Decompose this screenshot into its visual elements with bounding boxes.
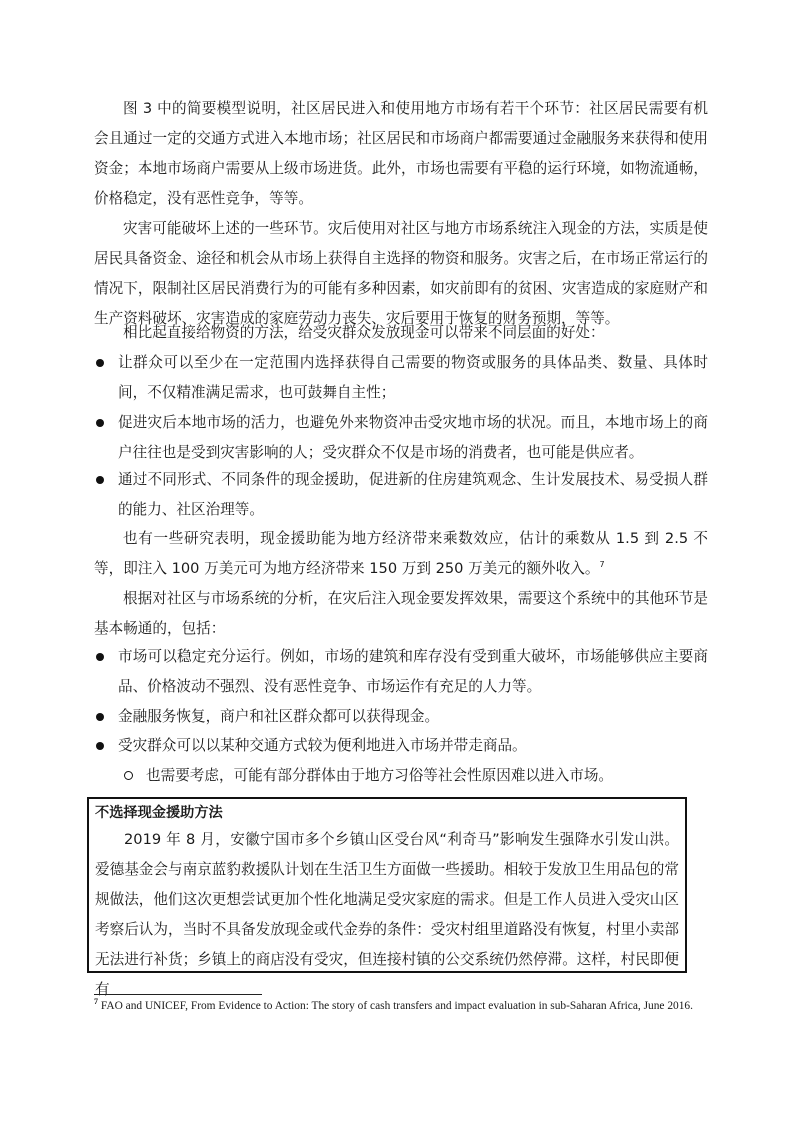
bullet-item-conditional-cash: [94, 465, 708, 525]
footnote: [94, 999, 706, 1013]
footnote-separator: [94, 994, 262, 995]
bullet-text: 受灾群众可以以某种交通方式较为便利地进入市场并带走商品。: [118, 737, 527, 754]
footnote-reference: 7: [599, 560, 605, 570]
paragraph-system-conditions-intro: 根据对社区与市场系统的分析，在灾后注入现金要发挥效果，需要这个系统中的其他环节是基本畅通的，包括：: [94, 590, 708, 637]
paragraph-model-explanation: 图 3 中的简要模型说明，社区居民进入和使用地方市场有若干个环节：社区居民需要有机会且通过一定的交通方式进入本地市场；社区居民和市场商户都需要通过金融服务来获得和使用资金；本地市场商户需要从上级市场进货。此外，市场也需要有平稳的运行环境，如物流通畅，价格稳定，没有恶性竞争，等等。: [94, 100, 708, 207]
bullet-item-financial-services: [94, 702, 708, 732]
case-study-title: 不选择现金援助方法: [95, 805, 223, 821]
paragraph-multiplier-effect: [94, 524, 708, 584]
bullet-item-choice: [94, 348, 708, 408]
bullet-text: 通过不同形式、不同条件的现金援助，促进新的住房建筑观念、生计发展技术、易受损人群的能力、社区治理等。: [118, 471, 708, 518]
case-study-box: [87, 797, 687, 998]
sub-bullet-text: 也需要考虑，可能有部分群体由于地方习俗等社会性原因难以进入市场。: [146, 767, 614, 784]
multiplier-text: 也有一些研究表明，现金援助能为地方经济带来乘数效应，估计的乘数从 1.5 到 2.5 不等，即注入 100 万美元可为地方经济带来 150 万到 250 万美元的额外收入。: [94, 530, 708, 577]
bullet-item-local-market: [94, 408, 708, 468]
footnote-number: 7: [94, 997, 98, 1007]
bullet-icon: [96, 419, 104, 427]
hollow-bullet-icon: [124, 771, 133, 780]
bullet-icon: [96, 742, 104, 750]
case-study-body: 2019 年 8 月，安徽宁国市多个乡镇山区受台风“利奇马”影响发生强降水引发山洪。爱德基金会与南京蓝豹救援队计划在生活卫生方面做一些援助。相较于发放卫生用品包的常规做法，他们这次更想尝试更加个性化地满足受灾家庭的需求。但是工作人员进入受灾山区考察后认为，当时不具备发放现金或代金券的条件：受灾村组里道路没有恢复，村里小卖部无法进行补货；乡镇上的商店没有受灾，但连接村镇的公交系统仍然停滞。这样，村民即便有: [95, 831, 679, 998]
bullet-icon: [96, 359, 104, 367]
bullet-item-transport-access: [94, 731, 708, 761]
bullet-text: 促进灾后本地市场的活力，也避免外来物资冲击受灾地市场的状况。而且，本地市场上的商户往往也是受到灾害影响的人；受灾群众不仅是市场的消费者，也可能是供应者。: [118, 414, 708, 461]
sub-bullet-item-social-barriers: [122, 761, 708, 791]
bullet-text: 金融服务恢复，商户和社区群众都可以获得现金。: [118, 708, 440, 725]
bullet-item-market-stable: [94, 642, 708, 702]
paragraph-cash-benefits-intro: 相比起直接给物资的方法，给受灾群众发放现金可以带来不同层面的好处：: [123, 324, 605, 341]
bullet-text: 市场可以稳定充分运行。例如，市场的建筑和库存没有受到重大破坏，市场能够供应主要商品、价格波动不强烈、没有恶性竞争、市场运作有充足的人力等。: [118, 648, 708, 695]
paragraph-disaster-impact: 灾害可能破坏上述的一些环节。灾后使用对社区与地方市场系统注入现金的方法，实质是使居民具备资金、途径和机会从市场上获得自主选择的物资和服务。灾害之后，在市场正常运行的情况下，限制社区居民消费行为的可能有多种因素，如灾前即有的贫困、灾害造成的家庭财产和生产资料破坏、灾害造成的家庭劳动力丧失、灾后要用于恢复的财务预期，等等。: [94, 220, 708, 327]
bullet-icon: [96, 476, 104, 484]
bullet-icon: [96, 653, 104, 661]
bullet-text: 让群众可以至少在一定范围内选择获得自己需要的物资或服务的具体品类、数量、具体时间，不仅精准满足需求，也可鼓舞自主性；: [118, 354, 708, 401]
footnote-text: FAO and UNICEF, From Evidence to Action: The story of cash transfers and impact evaluation in sub-Saharan Africa, June 2016.: [100, 1000, 693, 1012]
bullet-icon: [96, 713, 104, 721]
